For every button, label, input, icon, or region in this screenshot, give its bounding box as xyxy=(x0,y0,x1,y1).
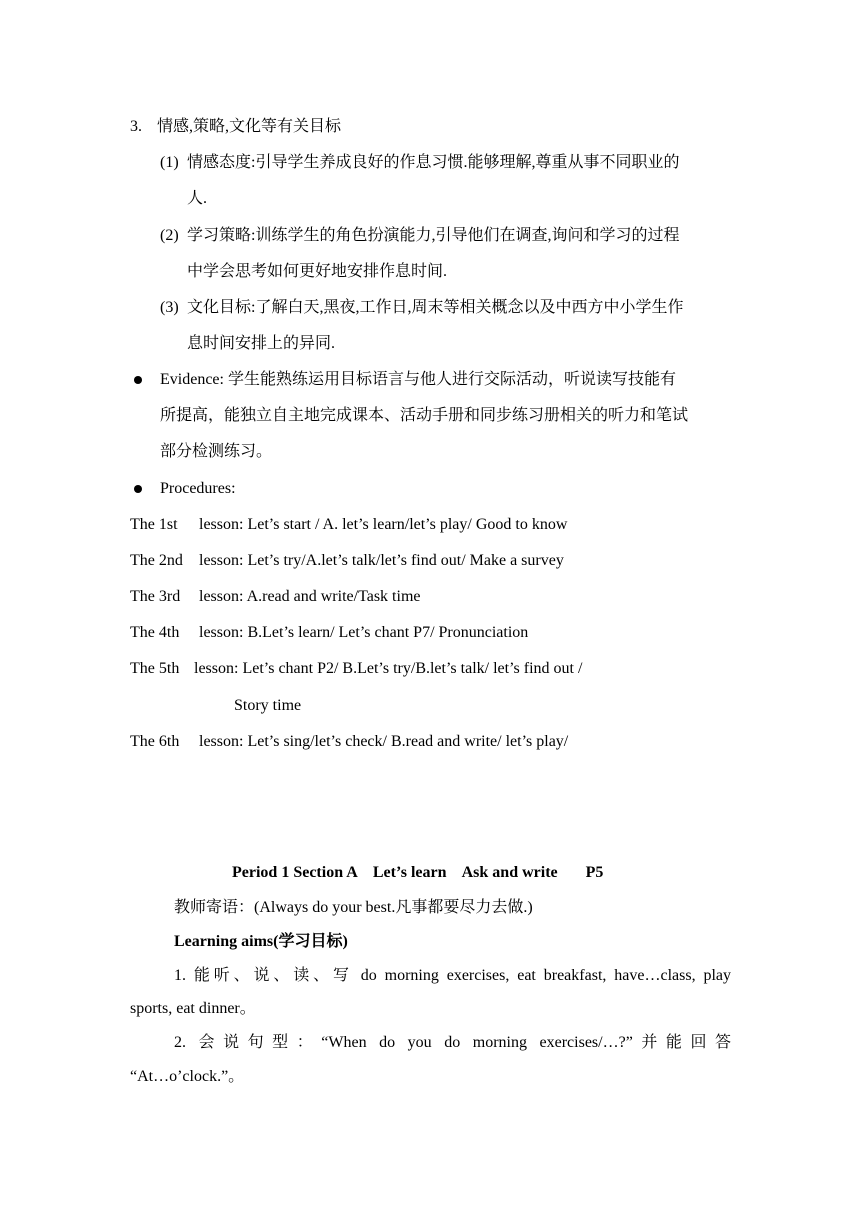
section-3-heading: 情感,策略,文化等有关目标 xyxy=(157,118,342,135)
item-2-line-1: 学习策略:训练学生的角色扮演能力,引导他们在调查,询问和学习的过程 xyxy=(187,227,680,244)
item-1-line-1: 情感态度:引导学生养成良好的作息习惯.能够理解,尊重从事不同职业的 xyxy=(187,154,680,171)
lesson-5-text: lesson: Let’s chant P2/ B.Let’s try/B.let’s talk/ let’s find out / xyxy=(194,660,583,677)
aim-2-line-2: “At…o’clock.”。 xyxy=(130,1068,245,1085)
lesson-2-label: The 2nd xyxy=(130,552,183,569)
lesson-4-text: lesson: B.Let’s learn/ Let’s chant P7/ Pronunciation xyxy=(199,624,529,641)
learning-aims-heading: Learning aims(学习目标) xyxy=(174,933,348,950)
item-1-number: (1) xyxy=(160,154,179,171)
lesson-6-text: lesson: Let’s sing/let’s check/ B.read and write/ let’s play/ xyxy=(199,733,569,750)
aim-1-line-2: sports, eat dinner。 xyxy=(130,1000,256,1017)
item-3-number: (3) xyxy=(160,299,179,316)
item-2-number: (2) xyxy=(160,227,179,244)
section-3-number: 3. xyxy=(130,118,142,135)
lesson-2-text: lesson: Let’s try/A.let’s talk/let’s find out/ Make a survey xyxy=(199,552,564,569)
lesson-6-label: The 6th xyxy=(130,733,180,750)
item-3-line-2: 息时间安排上的异同. xyxy=(187,335,336,352)
lesson-3-label: The 3rd xyxy=(130,588,181,605)
evidence-bullet-icon xyxy=(134,376,142,384)
period-title: Period 1 Section A Let’s learn Ask and write P5 xyxy=(232,864,604,881)
lesson-1-label: The 1st xyxy=(130,516,178,533)
lesson-3-text: lesson: A.read and write/Task time xyxy=(199,588,421,605)
procedures-bullet-icon xyxy=(134,485,142,493)
item-1-line-2: 人. xyxy=(187,190,208,207)
lesson-1-text: lesson: Let’s start / A. let’s learn/let’s play/ Good to know xyxy=(199,516,568,533)
aim-2-line-1: 2. 会说句型：“When do you do morning exercises/…?”并能回答 xyxy=(174,1034,731,1051)
lesson-5-label: The 5th xyxy=(130,660,180,677)
evidence-line-3: 部分检测练习。 xyxy=(160,443,273,460)
lesson-4-label: The 4th xyxy=(130,624,180,641)
evidence-line-1: Evidence: 学生能熟练运用目标语言与他人进行交际活动，听说读写技能有 xyxy=(160,371,676,388)
lesson-5-continuation: Story time xyxy=(234,697,302,714)
procedures-label: Procedures: xyxy=(160,480,236,497)
aim-1-line-1: 1. 能听、说、读、写 do morning exercises, eat breakfast, have…class, play xyxy=(174,967,731,984)
item-3-line-1: 文化目标:了解白天,黑夜,工作日,周末等相关概念以及中西方中小学生作 xyxy=(187,299,684,316)
teacher-motto: 教师寄语：(Always do your best.凡事都要尽力去做.) xyxy=(174,899,533,916)
evidence-line-2: 所提高，能独立自主地完成课本、活动手册和同步练习册相关的听力和笔试 xyxy=(160,407,689,424)
item-2-line-2: 中学会思考如何更好地安排作息时间. xyxy=(187,263,448,280)
